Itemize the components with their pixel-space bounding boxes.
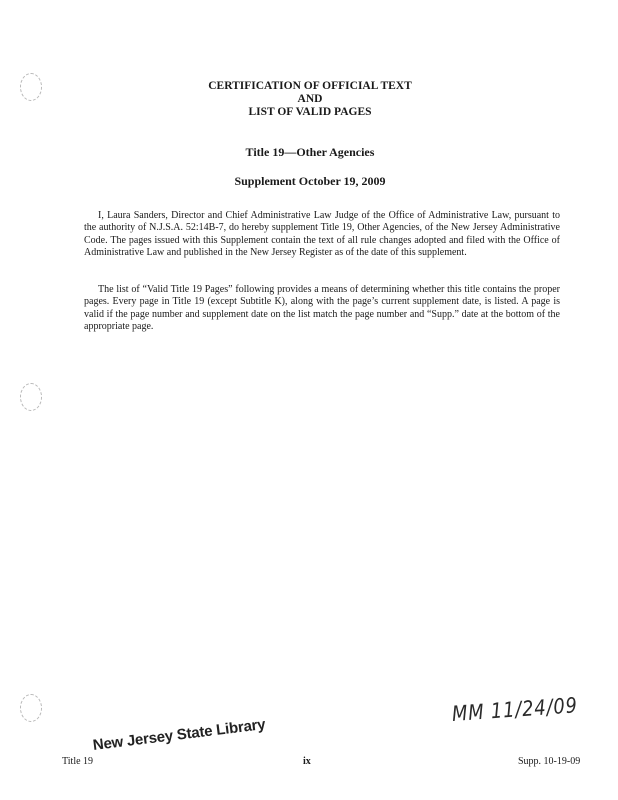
supplement-heading: Supplement October 19, 2009: [234, 174, 386, 188]
certification-heading: CERTIFICATION OF OFFICIAL TEXT: [208, 80, 412, 92]
handwritten-initials-date: MM 11/24/09: [451, 693, 579, 726]
certification-heading-and: AND: [297, 93, 323, 105]
footer-title: Title 19: [62, 756, 94, 767]
binder-hole: [20, 694, 42, 722]
title-heading: Title 19—Other Agencies: [245, 145, 375, 159]
footer-supplement-date: Supp. 10-19-09: [518, 756, 581, 767]
binder-hole: [20, 73, 42, 101]
footer-page-number: ix: [303, 756, 311, 767]
valid-pages-heading: LIST OF VALID PAGES: [248, 106, 372, 118]
valid-pages-paragraph: The list of “Valid Title 19 Pages” following provides a means of determining whether this title contains the proper pages. Every page in Title 19 (except Subtitle K), along with the page’s current supplement date, is listed. A page is valid if the page number and supplement date on the list match the page number and “Supp.” date at the bottom of the appropriate page.: [84, 284, 560, 333]
library-stamp: New Jersey State Library: [91, 715, 267, 754]
certification-paragraph: I, Laura Sanders, Director and Chief Administrative Law Judge of the Office of Administrative Law, pursuant to the authority of N.J.S.A. 52:14B-7, do hereby supplement Title 19, Other Agencies, of the New Jersey Administrative Code. The pages issued with this Supplement contain the text of all rule changes adopted and filed with the Office of Administrative Law and published in the New Jersey Register as of the date of this supplement.: [84, 210, 560, 259]
binder-hole: [20, 383, 42, 411]
